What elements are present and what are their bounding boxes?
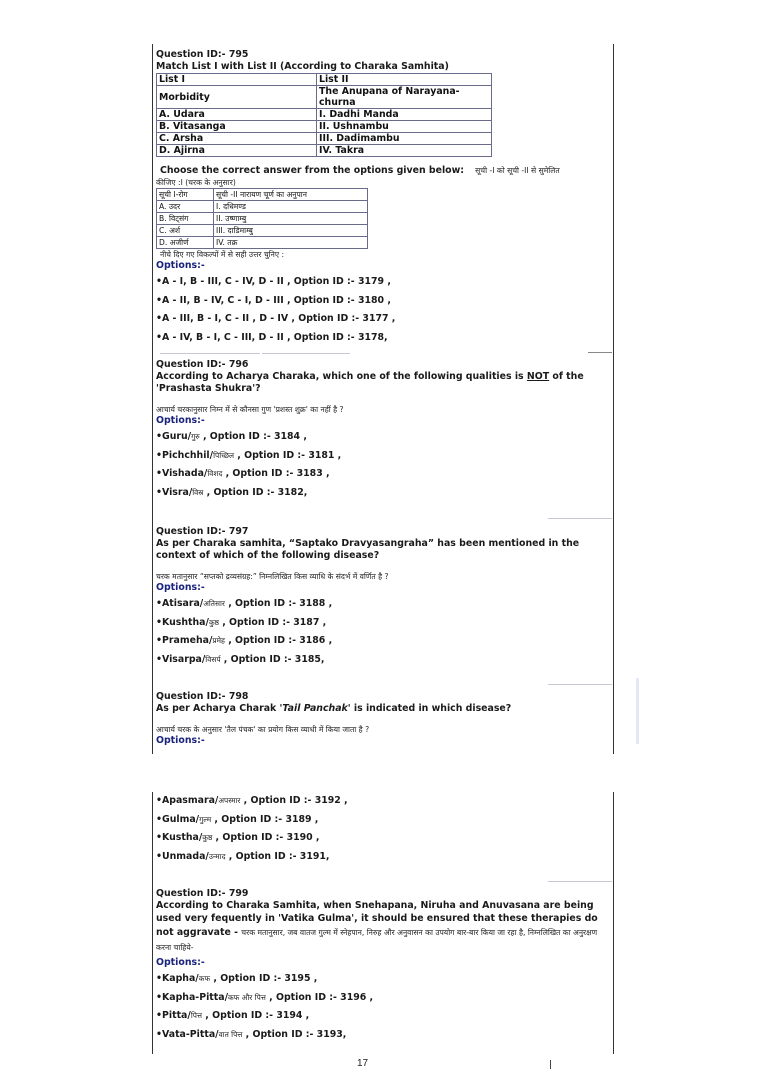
table-row <box>157 237 368 249</box>
option-item[interactable]: •Visra/विस्र , Option ID :- 3182, <box>156 486 308 498</box>
table-row <box>157 201 368 213</box>
table-cell: IV. तक्र <box>214 237 368 249</box>
table-cell: A. Udara <box>157 109 317 121</box>
option-item[interactable]: •Atisara/अतिसार , Option ID :- 3188 , <box>156 598 333 609</box>
question-id: Question ID:- 799 <box>156 888 249 899</box>
table-cell: B. विट्संग <box>157 213 214 225</box>
table-row <box>157 109 492 121</box>
table-cell: सूची -II नारायण चूर्ण का अनुपान <box>214 189 368 201</box>
table-row <box>157 86 492 109</box>
question-prompt: According to Charaka Samhita, when Snehapana, Niruha and Anuvasana are being used very fequently in 'Vatika Gulma', it should be ensured that these therapies do not aggravate - चरक मतानुसार, जब वातज गुल्म में स्नेहपान, निरुह और अनुवासन का उपयोग बार-बार किया जा रहा है, निम्नलिखित का अनुरक्षण करना चाहिये- <box>156 900 598 952</box>
question-prompt: As per Acharya Charak 'Tail Panchak' is indicated in which disease? <box>156 703 512 714</box>
table-row <box>157 213 368 225</box>
option-item[interactable]: •Kapha-Pitta/कफ और पित्त , Option ID :- 3196 , <box>156 991 374 1003</box>
question-hindi: चरक मतानुसार “सप्तको द्रव्यसंग्रह:” निम्नलिखित किस व्याधि के संदर्भ में वर्णित है ? <box>156 572 389 581</box>
options-label: Options:- <box>156 735 205 746</box>
scroll-artifact <box>636 678 639 744</box>
table-cell: IV. Takra <box>317 145 492 157</box>
margin-mark <box>550 1060 551 1069</box>
table-cell: C. Arsha <box>157 133 317 145</box>
table-cell: C. अर्श <box>157 225 214 237</box>
table-row <box>157 121 492 133</box>
table-cell: II. Ushnambu <box>317 121 492 133</box>
table-cell: II. उष्णाम्बु <box>214 213 368 225</box>
option-item[interactable]: •A - IV, B - I, C - III, D - II , Option ID :- 3178, <box>156 331 388 343</box>
divider <box>160 353 260 354</box>
table-cell: I. दधिमण्ड <box>214 201 368 213</box>
option-item[interactable]: •Kustha/कुष्ठ , Option ID :- 3190 , <box>156 832 320 843</box>
question-799 <box>156 888 612 1044</box>
question-id: Question ID:- 796 <box>156 359 249 370</box>
option-item[interactable]: •Vata-Pitta/वात पित्त , Option ID :- 3193, <box>156 1028 347 1040</box>
hindi-match-table <box>156 188 368 249</box>
option-item[interactable]: •A - I, B - III, C - IV, D - II , Option ID :- 3179 , <box>156 276 391 287</box>
table-cell: III. Dadimambu <box>317 133 492 145</box>
option-item[interactable]: •A - III, B - I, C - II , D - IV , Option ID :- 3177 , <box>156 313 396 324</box>
table-row <box>157 133 492 145</box>
table-row <box>157 145 492 157</box>
option-item[interactable]: •Kushtha/कुष्ठ , Option ID :- 3187 , <box>156 616 327 628</box>
question-hindi: आचार्य चरक के अनुसार 'तैल पंचक' का प्रयोग किस व्याधी में किया जाता है ? <box>156 725 370 734</box>
table-cell: A. उदर <box>157 201 214 213</box>
options-label: Options:- <box>156 957 205 968</box>
table-row <box>157 74 492 86</box>
divider <box>548 684 612 685</box>
question-prompt: As per Charaka samhita, “Saptako Dravyasangraha” has been mentioned in the context of which of the following disease? <box>156 538 580 561</box>
hindi-choose: नीचे दिए गए विकल्पों में से सही उत्तर चुनिए : <box>160 250 285 259</box>
option-item[interactable]: •Pichchhil/पिच्छिल , Option ID :- 3181 , <box>156 449 342 461</box>
table-cell: List I <box>157 74 317 86</box>
question-795 <box>156 49 612 347</box>
table-row <box>157 225 368 237</box>
divider <box>262 353 350 354</box>
divider <box>588 352 612 353</box>
table-cell: D. अजीर्ण <box>157 237 214 249</box>
options-label: Options:- <box>156 582 205 593</box>
option-item[interactable]: •Prameha/प्रमेह , Option ID :- 3186 , <box>156 635 333 646</box>
table-cell: D. Ajirna <box>157 145 317 157</box>
options-label: Options:- <box>156 415 205 426</box>
question-798 <box>156 691 612 747</box>
option-item[interactable]: •Pitta/पित्त , Option ID :- 3194 , <box>156 1010 310 1021</box>
table-cell: सूची I-रोग <box>157 189 214 201</box>
option-item[interactable]: •Gulma/गुल्म , Option ID :- 3189 , <box>156 813 319 825</box>
option-item[interactable]: •Guru/गुरु , Option ID :- 3184 , <box>156 431 307 442</box>
table-row <box>157 189 368 201</box>
match-table <box>156 73 492 157</box>
option-item[interactable]: •Unmada/उन्माद , Option ID :- 3191, <box>156 850 330 862</box>
question-796 <box>156 359 612 502</box>
table-cell: III. दाडिमाम्बु <box>214 225 368 237</box>
instruction: Choose the correct answer from the options given below: <box>160 165 465 176</box>
instruction-hindi-2: कीजिए :I (चरक के अनुसार) <box>156 178 236 187</box>
question-hindi: चरक मतानुसार, जब वातज गुल्म में स्नेहपान, निरुह और अनुवासन का उपयोग बार-बार किया जा रहा है, निम्नलिखित का अनुरक्षण करना चाहिये- <box>156 928 598 952</box>
option-item[interactable]: •Visarpa/विसर्प , Option ID :- 3185, <box>156 653 325 665</box>
divider <box>548 518 612 519</box>
question-id: Question ID:- 798 <box>156 691 249 702</box>
divider <box>548 881 612 882</box>
option-item[interactable]: •Vishada/विशद , Option ID :- 3183 , <box>156 468 330 479</box>
question-prompt: According to Acharya Charaka, which one of the following qualities is NOT of the 'Prashasta Shukra'? <box>156 371 584 394</box>
table-cell: The Anupana of Narayana-churna <box>317 86 492 109</box>
question-798-options <box>156 792 612 866</box>
option-item[interactable]: •Kapha/कफ , Option ID :- 3195 , <box>156 973 318 984</box>
table-cell: List II <box>317 74 492 86</box>
question-id: Question ID:- 795 <box>156 49 249 60</box>
instruction-hindi: सूची -I को सूची -II से सुमेलित <box>475 166 560 175</box>
question-797 <box>156 526 612 669</box>
option-item[interactable]: •A - II, B - IV, C - I, D - III , Option ID :- 3180 , <box>156 294 391 306</box>
page-number: 17 <box>357 1058 369 1069</box>
table-cell: B. Vitasanga <box>157 121 317 133</box>
question-id: Question ID:- 797 <box>156 526 249 537</box>
options-label: Options:- <box>156 260 205 271</box>
table-cell: Morbidity <box>157 86 317 109</box>
question-hindi: आचार्य चरकानुसार निम्न में से कौनसा गुण 'प्रशस्त शुक्र' का नहीं है ? <box>156 405 344 414</box>
table-cell: I. Dadhi Manda <box>317 109 492 121</box>
option-item[interactable]: •Apasmara/अपस्मार , Option ID :- 3192 , <box>156 795 348 806</box>
question-prompt: Match List I with List II (According to Charaka Samhita) <box>156 61 449 72</box>
